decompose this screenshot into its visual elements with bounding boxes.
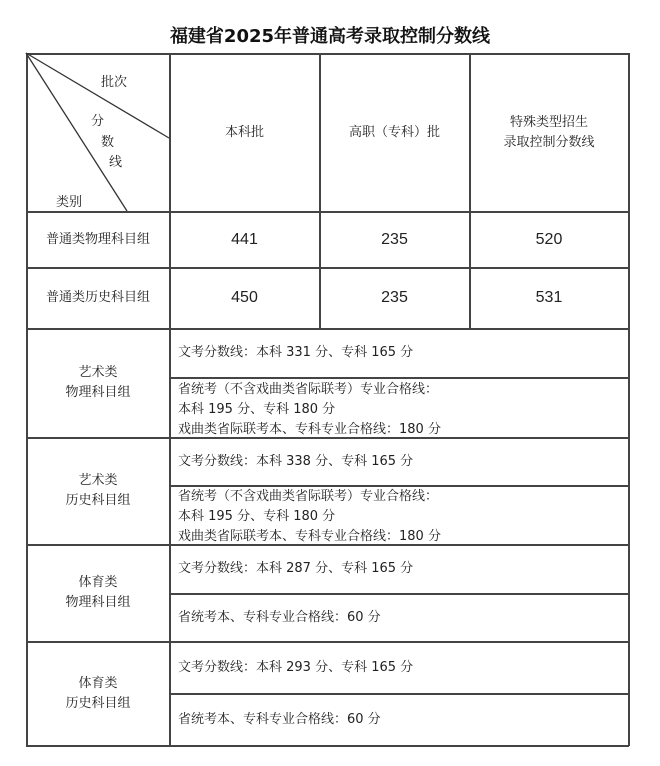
score-special: 520 <box>535 230 563 248</box>
professional-line: 省统考（不含戏曲类省际联考）专业合格线： <box>178 489 439 504</box>
score-vocational: 235 <box>381 230 408 248</box>
professional-score-line: 省统考本、专科专业合格线：60 分 <box>178 609 381 625</box>
corner-label-score-1: 分 <box>91 114 105 129</box>
category-line2: 历史科目组 <box>65 695 131 711</box>
corner-label-score-3: 线 <box>109 155 123 170</box>
row-category: 普通类物理科目组 <box>45 231 150 247</box>
corner-label-score-2: 数 <box>101 135 115 150</box>
category-line1: 体育类 <box>78 675 118 691</box>
category-line1: 艺术类 <box>78 365 118 380</box>
professional-score-lines <box>170 378 628 437</box>
row-category <box>27 438 169 544</box>
culture-score-line: 文考分数线：本科 287 分、专科 165 分 <box>178 561 414 576</box>
score-vocational: 235 <box>381 289 408 306</box>
column-header-special <box>470 54 628 211</box>
score-undergrad: 441 <box>231 230 258 248</box>
culture-score-line: 文考分数线：本科 338 分、专科 165 分 <box>178 453 414 469</box>
page-title: 福建省2025年普通高考录取控制分数线 <box>169 26 491 47</box>
professional-line: 戏曲类省际联考本、专科专业合格线：180 分 <box>178 421 441 437</box>
column-header-undergrad: 本科批 <box>224 124 264 140</box>
category-line2: 物理科目组 <box>65 385 131 400</box>
column-header-vocational: 高职（专科）批 <box>348 124 440 140</box>
culture-score-line: 文考分数线：本科 331 分、专科 165 分 <box>178 345 414 360</box>
row-category <box>27 329 169 437</box>
corner-label-batch: 批次 <box>101 75 128 90</box>
score-special: 531 <box>535 289 563 306</box>
category-line1: 艺术类 <box>78 473 118 488</box>
professional-line: 戏曲类省际联考本、专科专业合格线：180 分 <box>178 529 441 544</box>
column-header-special-line2: 录取控制分数线 <box>503 134 595 150</box>
row-category <box>27 545 169 641</box>
score-undergrad: 450 <box>231 289 258 306</box>
category-line2: 历史科目组 <box>65 493 131 508</box>
column-header-special-line1: 特殊类型招生 <box>509 114 588 130</box>
professional-line: 省统考（不含戏曲类省际联考）专业合格线： <box>178 381 439 397</box>
professional-score-line: 省统考本、专科专业合格线：60 分 <box>178 711 381 727</box>
professional-line: 本科 195 分、专科 180 分 <box>178 401 336 417</box>
row-category: 普通类历史科目组 <box>45 290 150 305</box>
category-line2: 物理科目组 <box>65 595 131 610</box>
corner-label-category: 类别 <box>56 195 83 210</box>
professional-line: 本科 195 分、专科 180 分 <box>178 509 336 524</box>
row-category <box>27 642 169 745</box>
category-line1: 体育类 <box>78 575 118 590</box>
culture-score-line: 文考分数线：本科 293 分、专科 165 分 <box>178 659 414 675</box>
professional-score-lines <box>170 486 628 544</box>
